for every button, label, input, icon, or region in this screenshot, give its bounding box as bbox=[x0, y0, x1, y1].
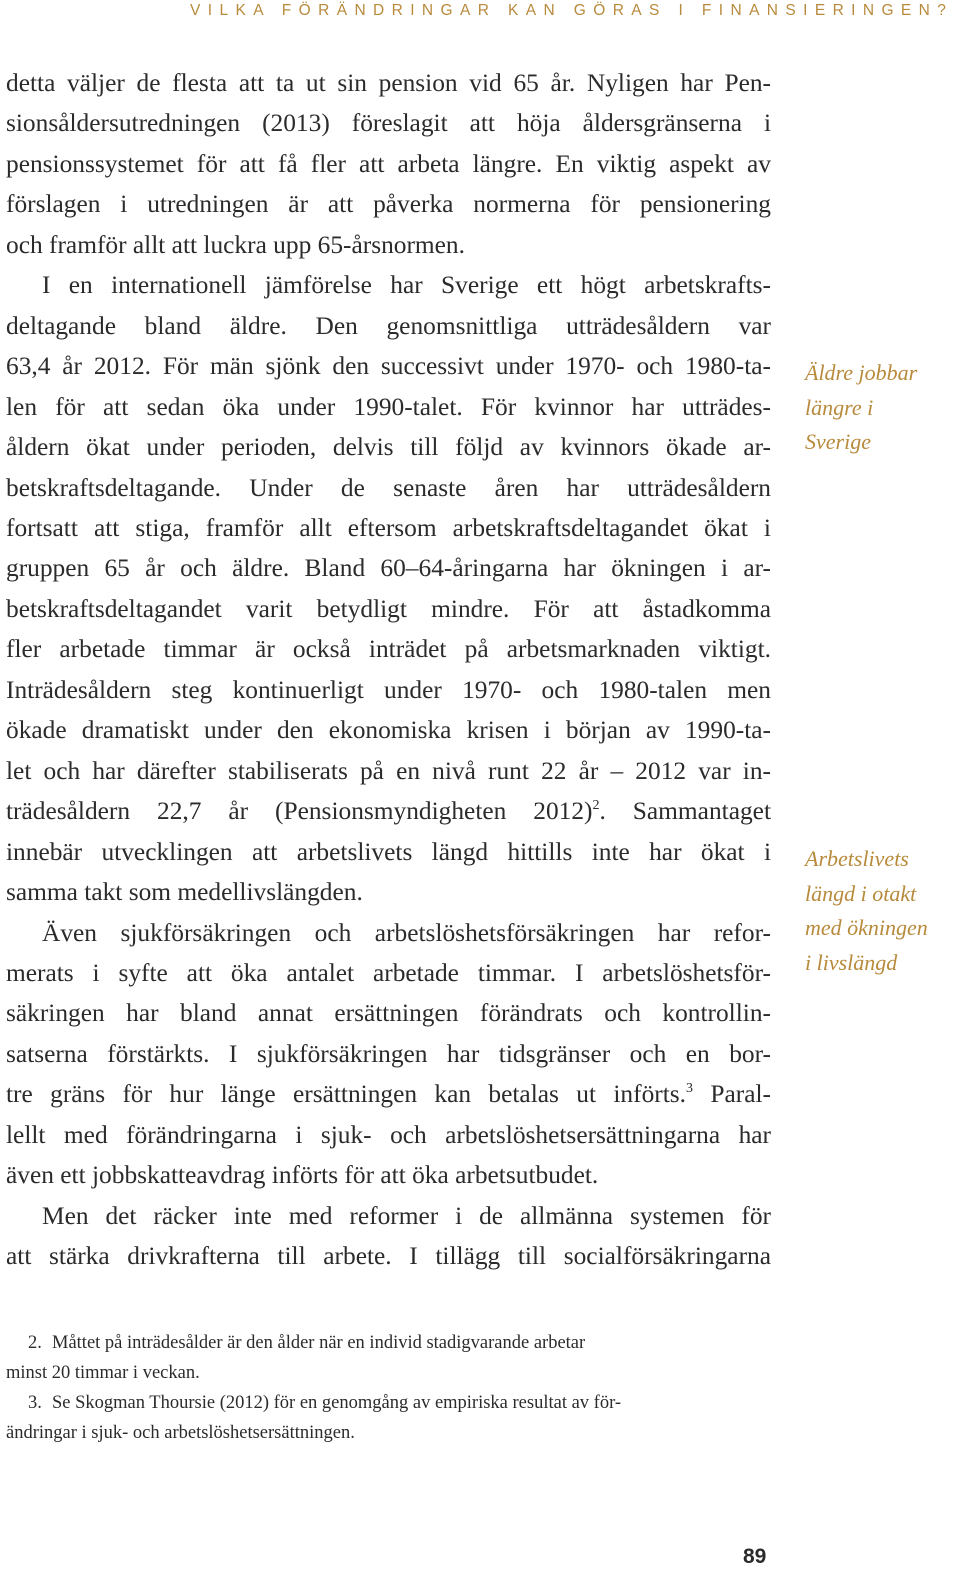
body-line: detta väljer de flesta att ta ut sin pension vid 65 år. Nyligen har Pen- bbox=[6, 69, 771, 97]
footnote-2 bbox=[6, 1328, 746, 1388]
footnote-ref-3: 3 bbox=[686, 1081, 693, 1097]
marginal-note-line: Äldre jobbar bbox=[805, 360, 918, 385]
body-line: Men det räcker inte med reformer i de allmänna systemen för bbox=[42, 1201, 771, 1230]
footnotes bbox=[6, 1328, 746, 1448]
marginal-note-line: med ökningen bbox=[805, 915, 928, 940]
footnote-text: Se Skogman Thoursie (2012) för en genomgång av empiriska resultat av för- bbox=[52, 1393, 622, 1413]
body-line: betskraftsdeltagande. Under de senaste åren har utträdesåldern bbox=[6, 473, 771, 502]
body-line: innebär utvecklingen att arbetslivets längd hittills inte har ökat i bbox=[6, 837, 771, 866]
marginal-note-line: Sverige bbox=[805, 429, 871, 454]
body-line-with-footnote-ref bbox=[6, 1074, 771, 1114]
body-line: att stärka drivkrafterna till arbete. I tillägg till socialförsäkringarna bbox=[6, 1242, 771, 1271]
body-line: len för att sedan öka under 1990-talet. För kvinnor har utträdes- bbox=[6, 392, 771, 421]
body-line-text: . Sammantaget bbox=[599, 797, 771, 826]
body-line-text: Paral- bbox=[693, 1080, 771, 1109]
body-line: och framför allt att luckra upp 65-årsnormen. bbox=[6, 230, 465, 259]
marginal-note-line: längd i otakt bbox=[805, 880, 917, 906]
body-line: pensionssystemet för att få fler att arbeta längre. En viktig aspekt av bbox=[6, 149, 771, 178]
body-line-text: trädesåldern 22,7 år (Pensionsmyndigheten 2012) bbox=[6, 797, 593, 826]
running-head: VILKA FÖRÄNDRINGAR KAN GÖRAS I FINANSIERINGEN? bbox=[190, 2, 954, 19]
body-line: Även sjukförsäkringen och arbetslöshetsförsäkringen har refor- bbox=[42, 918, 771, 947]
footnote-ref-2: 2 bbox=[592, 798, 600, 814]
footnote-line bbox=[6, 1388, 746, 1418]
body-line: let och har därefter stabiliserats på en nivå runt 22 år – 2012 var in- bbox=[6, 756, 771, 785]
body-line: Inträdesåldern steg kontinuerligt under 1970- och 1980-talen men bbox=[6, 675, 771, 704]
marginal-note-line: Arbetslivets bbox=[805, 846, 909, 871]
body-line: lellt med förändringarna i sjuk- och arbetslöshetsersättningarna har bbox=[6, 1120, 771, 1149]
body-line: merats i syfte att öka antalet arbetade timmar. I arbetslöshetsför- bbox=[6, 958, 771, 987]
footnote-3 bbox=[6, 1388, 746, 1448]
body-line: samma takt som medellivslängden. bbox=[6, 878, 363, 907]
body-line: ökade dramatiskt under den ekonomiska krisen i början av 1990-ta- bbox=[6, 716, 771, 745]
footnote-number: 3. bbox=[28, 1393, 42, 1413]
footnote-line: ändringar i sjuk- och arbetslöshetsersättningen. bbox=[6, 1423, 355, 1443]
body-line: gruppen 65 år och äldre. Bland 60–64-åringarna har ökningen i ar- bbox=[6, 554, 771, 583]
body-line-with-footnote-ref bbox=[6, 791, 771, 831]
footnote-line: minst 20 timmar i veckan. bbox=[6, 1363, 200, 1383]
footnote-line bbox=[6, 1328, 746, 1358]
body-line: fortsatt att stiga, framför allt eftersom arbetskraftsdeltagandet ökat i bbox=[6, 513, 771, 542]
body-line: betskraftsdeltagandet varit betydligt mindre. För att åstadkomma bbox=[6, 594, 771, 623]
body-line: förslagen i utredningen är att påverka normerna för pensionering bbox=[6, 190, 771, 219]
body-line: även ett jobbskatteavdrag införts för att öka arbetsutbudet. bbox=[6, 1161, 599, 1190]
marginal-note-working-life-length bbox=[805, 842, 955, 980]
body-line: åldern ökat under perioden, delvis till följd av kvinnors ökade ar- bbox=[6, 433, 771, 462]
marginal-note-older-work-longer bbox=[805, 356, 955, 460]
body-line: satserna förstärkts. I sjukförsäkringen har tidsgränser och en bor- bbox=[6, 1039, 771, 1068]
footnote-number: 2. bbox=[28, 1333, 42, 1353]
body-line: fler arbetade timmar är också inträdet på arbetsmarknaden viktigt. bbox=[6, 635, 771, 664]
page-number: 89 bbox=[743, 1545, 767, 1568]
marginal-note-line: i livslängd bbox=[805, 949, 898, 975]
body-line: deltagande bland äldre. Den genomsnittliga utträdesåldern var bbox=[6, 311, 771, 340]
body-line-text: tre gräns för hur länge ersättningen kan betalas ut införts. bbox=[6, 1080, 686, 1109]
body-line: I en internationell jämförelse har Sverige ett högt arbetskrafts- bbox=[42, 271, 771, 300]
body-line: 63,4 år 2012. För män sjönk den successivt under 1970- och 1980-ta- bbox=[6, 352, 771, 381]
body-line: sionsåldersutredningen (2013) föreslagit att höja åldersgränserna i bbox=[6, 109, 771, 138]
marginal-note-line: längre i bbox=[805, 394, 874, 420]
footnote-text: Måttet på inträdesålder är den ålder när en individ stadigvarande arbetar bbox=[52, 1333, 586, 1353]
body-line: säkringen har bland annat ersättningen förändrats och kontrollin- bbox=[6, 999, 771, 1028]
body-text bbox=[6, 63, 771, 1277]
